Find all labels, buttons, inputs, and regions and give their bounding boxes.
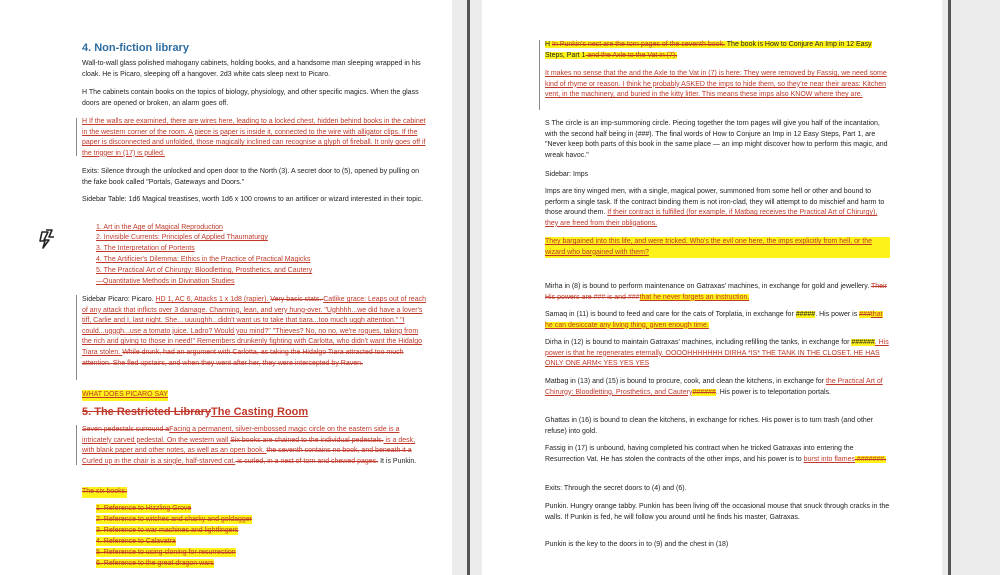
book-list-item: 6. Reference to the great dragon wars bbox=[96, 560, 214, 567]
plain-text: Mirha in (8) is bound to perform maintenance on Gatraxas' machines, in exchange for gold and jewellery. bbox=[545, 283, 871, 290]
deleted-text: is curled, in a nest of torn and chewed pages. bbox=[235, 457, 379, 465]
heading-inserted: The Casting Room bbox=[211, 406, 309, 418]
treatise-list-item: 2. Invisible Currents: Principles of Applied Thaumaturgy bbox=[96, 234, 268, 241]
paragraph-imps-note: They bargained into this life, and were tricked. Who's the evil one here, the imps explicitly from hell, or the wizard who bargained with them? bbox=[545, 237, 890, 258]
paragraph-picaro bbox=[82, 295, 427, 369]
paragraph-wires: H If the walls are examined, there are wires here, leading to a locked chest, hidden behind books in the cabinet in the western corner of the room. A piece is paper is inside it, connected to the wire with alligator clips. If the paper is disconnected and unfolded, those magically inclined can recognise a glyph of fireball. It only goes off if the trigger in (17) is pulled. bbox=[82, 118, 426, 157]
picaro-deleted-text: While drunk, had an argument with Carlotta, as taking the Hidalgo Tiara attracted too much attention. She fled upstairs, and when they went after her, they were intercepted by Raven. bbox=[82, 348, 404, 367]
deleted-text: Six books are chained to the individual pedestals. bbox=[230, 436, 384, 444]
picaro-stats: HD 1, AC 6, Attacks 1 x 1d8 (rapier). bbox=[155, 296, 271, 303]
placeholder-text: ###### bbox=[851, 339, 875, 346]
deleted-text: the seventh contains no book, and beneath it a bbox=[266, 447, 412, 455]
treatise-list-item: 3. The Interpretation of Portents bbox=[96, 245, 195, 252]
paragraph-punkin-key: Punkin is the key to the doors in to (9) and the chest in (18) bbox=[545, 541, 729, 548]
book-list-item: 3. Reference to war machines and lightfingers bbox=[96, 527, 239, 534]
placeholder-text: ##### bbox=[795, 311, 816, 318]
inserted-text: is a desk, with blank paper and other notes, as well as an open book. bbox=[82, 436, 416, 455]
copilot-icon[interactable] bbox=[36, 228, 58, 250]
paragraph-imps bbox=[545, 187, 890, 229]
picaro-deleted-stats: Very basic stats. bbox=[270, 296, 324, 303]
deleted-text: and the Axle to the Vat in (7). bbox=[585, 51, 678, 59]
treatise-list-item: 5. The Practical Art of Chirurgy: Bloodletting, Prosthetics, and Cautery bbox=[96, 267, 313, 274]
inserted-text: that he never forgets an instruction. bbox=[639, 293, 750, 301]
paragraph-matbag bbox=[545, 377, 890, 398]
book-list-item: 2. Reference to witches and sharky and goldagger bbox=[96, 516, 253, 523]
inserted-text: Facing a permanent, silver-embossed magic circle on the eastern side is a intricately carved pedestal. On the western wall bbox=[82, 426, 400, 444]
revision-bar bbox=[76, 425, 77, 465]
plain-text: H bbox=[545, 41, 552, 48]
paragraph-dirha bbox=[545, 338, 890, 370]
page-gutter-divider bbox=[467, 0, 470, 575]
plain-text: Imps are tiny winged men, with a single, magical power, summoned from some hell or other and bound to perform a single task. If the contract binding them is not iron-clad, they will attempt to do mischief and harm to those around them. bbox=[545, 188, 885, 217]
plain-text: Samaq in (11) is bound to feed and care for the cats of Torplatia, in exchange for bbox=[545, 311, 796, 318]
plain-text: It is Punkin. bbox=[378, 457, 417, 465]
revision-bar bbox=[76, 295, 77, 380]
left-document-page bbox=[0, 0, 452, 575]
deleted-text: In Punkin's nest are the torn pages of the seventh book. bbox=[552, 41, 725, 48]
paragraph-ghattas: Ghattas in (16) is bound to clean the kitchens, in exchange for riches. His power is to turn trash (and other refuse) into gold. bbox=[545, 417, 874, 435]
six-books-heading: The six books: bbox=[82, 487, 127, 498]
paragraph-sidebar-table: Sidebar Table: 1d6 Magical treastises, worth 1d6 x 100 crowns to an artificer or wizard interested in their topic. bbox=[82, 196, 424, 203]
inserted-text: Curled up in the chair is a single, half-starved cat. bbox=[82, 457, 236, 465]
section-heading-4: 4. Non-fiction library bbox=[82, 42, 189, 54]
treatise-list-item: —Quantitative Methods in Divination Studies bbox=[96, 278, 235, 285]
treatise-list-item: 4. The Artificier's Dilemma: Ethics in the Practice of Practical Magicks bbox=[96, 256, 311, 263]
inserted-text: . His power is that he regenerates eternally. OOOOHHHHHHH DIRHA *IS* THE TANK IN THE CLOSET. HE HAS ONLY ONE ARM< YES YES YES bbox=[545, 339, 889, 368]
paragraph-casting-room bbox=[82, 425, 427, 467]
paragraph-book-pages bbox=[545, 40, 890, 61]
note-what-does-picaro-say: WHAT DOES PICARO SAY bbox=[82, 390, 168, 401]
deleted-text: powers are ### is and ### bbox=[555, 293, 640, 301]
paragraph-library-description: Wall-to-wall glass polished mahogany cabinets, holding books, and a handsome man sleeping wrapped in his cloak. He is Picaro, sleeping off a hangover. 2d3 white cats sleep next to Picaro. bbox=[82, 60, 421, 78]
paragraph-imp-circle: S The circle is an imp-summoning circle. Piecing together the torn pages will give you half of the incantation, with the second half being in (###). The final words of How to Conjure an Imp in 12 Easy Steps, Part 1, are "Never keep both parts of this book in the same place — an imp might discover how to perform this magic, and wreak havoc." bbox=[545, 120, 888, 159]
heading-deleted: 5. The Restricted Library bbox=[82, 406, 211, 418]
paragraph-punkin: Punkin. Hungry orange tabby. Punkin has been living off the occasional mouse that snuck through cracks in the walls. If Punkin is fed, he will follow you around until he finds his master, Gatraxas. bbox=[545, 503, 890, 521]
book-list-item: 4. Reference to Calavatra bbox=[96, 538, 176, 545]
picaro-description: Catlike grace: Leaps out of reach of any attack that inflicts over 3 damage. Charming, lean, and very hung-over. "Ughhhh...we did have a lover's tiff, Carlie and I, last night. She... uuuughh...didn't want us to take that tiara...too much uggh attention." "I could...ugggh...use a tomato juice. Ladro? Would you mind?" "Thieves? No, no no, we're rogues, taking from the rich and giving to those in need!" Remembers drunkenly fighting with Carlotta, who didn't want the Hidalgo Tiara stolen. bbox=[82, 296, 426, 356]
inserted-text: the Practical Art of Chirurgy: Bloodletting, Prosthetics, and Cautery bbox=[545, 378, 883, 396]
section-heading-5 bbox=[82, 406, 308, 418]
inserted-text: burst into flames bbox=[803, 455, 855, 463]
inserted-text: that he can desiccate any living thing, given enough time. bbox=[545, 311, 883, 329]
paragraph-exits: Exits: Silence through the unlocked and open door to the North (3). A secret door to (5), opened by pulling on the fake book called "Portals, Gateways and Doors." bbox=[82, 168, 419, 186]
paragraph-samaq bbox=[545, 310, 890, 331]
paragraph-author-note: It makes no sense that the and the Axle to the Vat in (7) is here: They were removed by Fassig, we need some kind of rhyme or reason. I think he probably ASKED the imps to hide them, so they're near their areas: Kitchen vent, in the machinery, and buried in the kitty litter. This means these imps also KNOW where they are. bbox=[545, 70, 887, 99]
sidebar-imps-heading: Sidebar: Imps bbox=[545, 171, 589, 178]
plain-text: Dirha in (12) is bound to maintain Gatraxas' machines, including refilling the tanks, in exchange for bbox=[545, 339, 852, 346]
plain-text: Fassig in (17) is unbound, having completed his contract when he tricked Gatraxas into entering the Resurrection Vat. He has stolen the contracts of the other imps, and his power is to bbox=[545, 445, 854, 463]
revision-bar bbox=[76, 118, 77, 156]
plain-text: . His power is to teleportation portals. bbox=[715, 388, 831, 396]
revision-bar bbox=[539, 40, 540, 110]
deleted-text: #######. bbox=[854, 455, 887, 463]
highlighted-text: The book is How to Conjure An Imp in 12 Easy Steps, Part 1 bbox=[545, 41, 872, 59]
book-list-item: 1. Reference to Hizzling Grove bbox=[96, 505, 192, 512]
inserted-text: If their contract is fulfilled (for example, if Matbag receives the Practical Art of Chirurgy), they are freed from their obligations. bbox=[545, 209, 878, 227]
paragraph-fassig bbox=[545, 444, 890, 465]
paragraph-mirha bbox=[545, 282, 890, 303]
treatise-list-item: 1. Art in the Age of Magical Reproduction bbox=[96, 224, 223, 231]
paragraph-cabinets: H The cabinets contain books on the topics of biology, physiology, and other specific magics. When the glass doors are opened or broken, an alarm goes off. bbox=[82, 89, 419, 107]
plain-text: Matbag in (13) and (15) is bound to procure, cook, and clean the kitchens, in exchange for bbox=[545, 378, 826, 385]
deleted-text: Seven pedestals surround a bbox=[82, 426, 170, 433]
plain-text: . His power is bbox=[815, 311, 860, 318]
deleted-text: Their His bbox=[545, 283, 887, 301]
picaro-label: Sidebar Picaro: Picaro. bbox=[82, 296, 156, 303]
paragraph-exits-right: Exits: Through the secret doors to (4) and (6). bbox=[545, 485, 687, 492]
window-edge-divider bbox=[948, 0, 951, 575]
book-list-item: 5. Reference to using cloning for resurrection bbox=[96, 549, 236, 556]
right-document-page bbox=[482, 0, 942, 575]
deleted-text: ###### bbox=[692, 388, 716, 396]
deleted-text: ### bbox=[859, 311, 871, 318]
